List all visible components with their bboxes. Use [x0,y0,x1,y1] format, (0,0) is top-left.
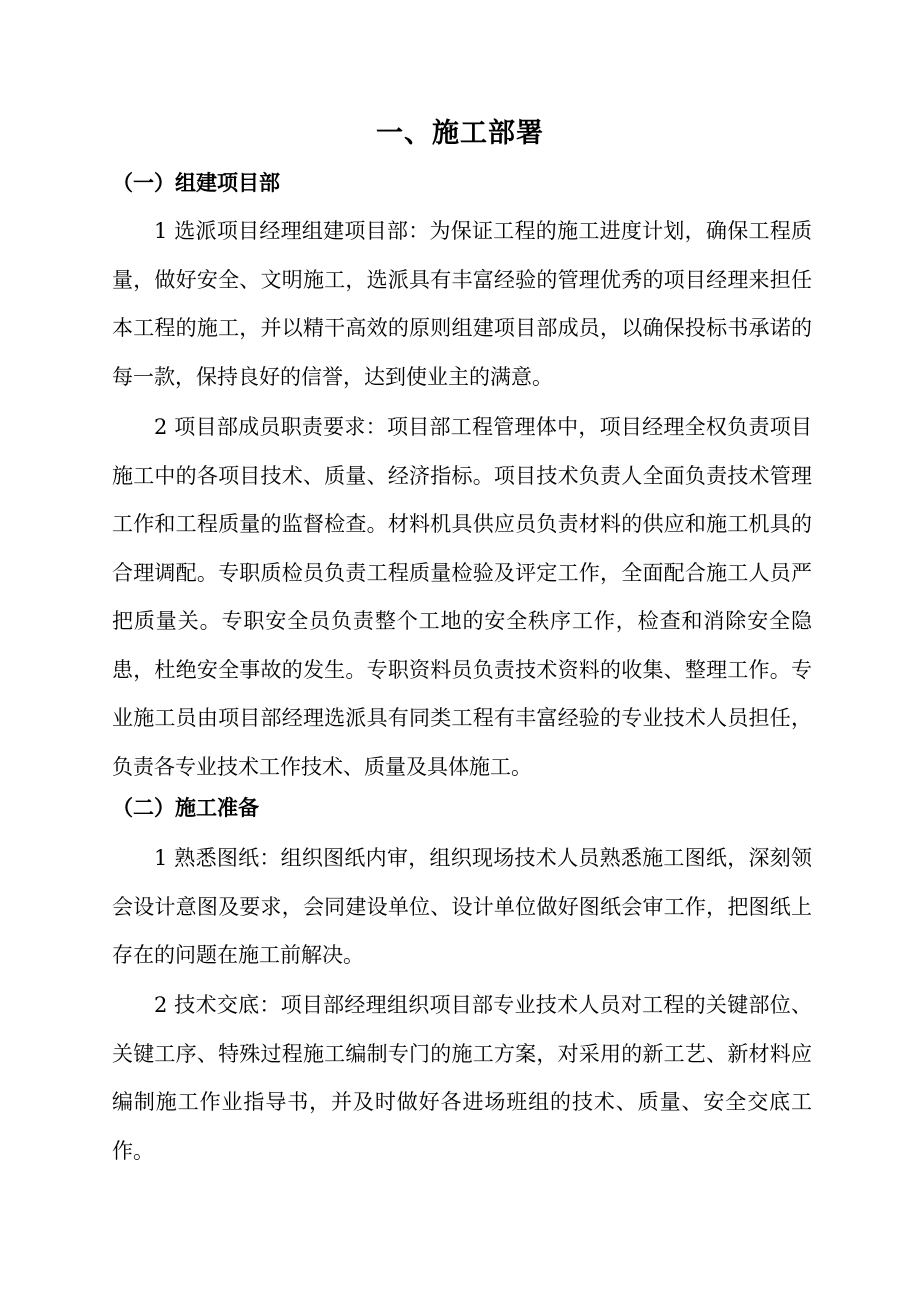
section-heading-2: （二）施工准备 [112,795,259,820]
section-2-paragraph-2: 2 技术交底：项目部经理组织项目部专业技术人员对工程的关键部位、关键工序、特殊过程施工编制专门的施工方案，对采用的新工艺、新材料应编制施工作业指导书，并及时做好各进场班组的技术、质量、安全交底工作。 [112,993,812,1163]
section-1-paragraph-2: 2 项目部成员职责要求：项目部工程管理体中，项目经理全权负责项目施工中的各项目技术、质量、经济指标。项目技术负责人全面负责技术管理工作和工程质量的监督检查。材料机具供应员负责材料的供应和施工机具的合理调配。专职质检员负责工程质量检验及评定工作，全面配合施工人员严把质量关。专职安全员负责整个工地的安全秩序工作，检查和消除安全隐患，杜绝安全事故的发生。专职资料员负责技术资料的收集、整理工作。专业施工员由项目部经理选派具有同类工程有丰富经验的专业技术人员担任，负责各专业技术工作技术、质量及具体施工。 [112,415,812,779]
section-heading-1: （一）组建项目部 [112,170,280,195]
section-1-paragraph-1: 1 选派项目经理组建项目部：为保证工程的施工进度计划，确保工程质量，做好安全、文明施工，选派具有丰富经验的管理优秀的项目经理来担任本工程的施工，并以精干高效的原则组建项目部成员，以确保投标书承诺的每一款，保持良好的信誉，达到使业主的满意。 [112,219,812,389]
document-title: 一、施工部署 [376,118,544,149]
section-2-paragraph-1: 1 熟悉图纸：组织图纸内审，组织现场技术人员熟悉施工图纸，深刻领会设计意图及要求，会同建设单位、设计单位做好图纸会审工作，把图纸上存在的问题在施工前解决。 [112,846,812,967]
